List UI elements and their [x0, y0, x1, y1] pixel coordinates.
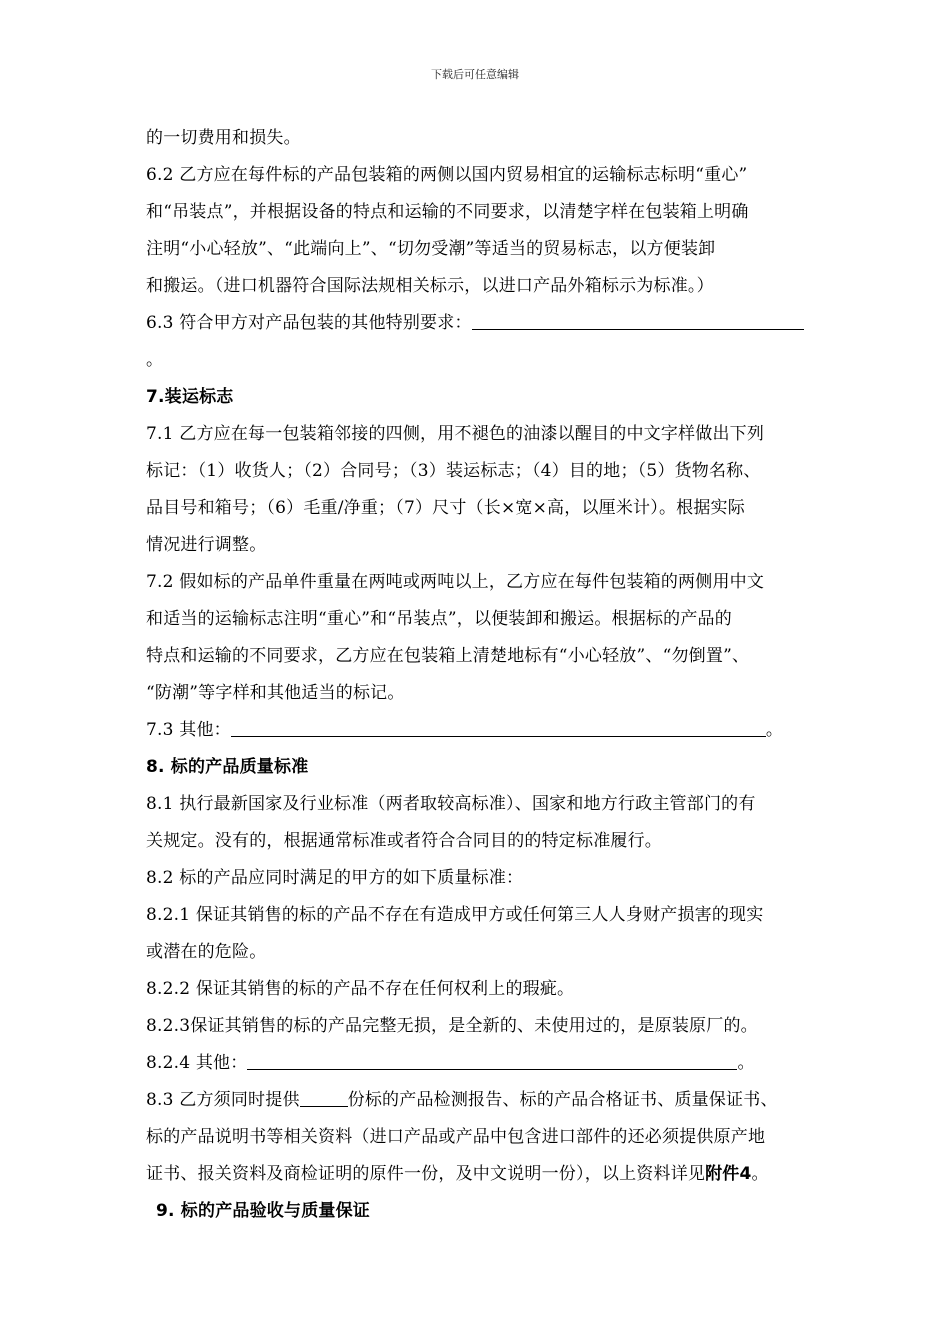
fill-blank-copies[interactable] [300, 1088, 348, 1107]
clause-8-3-text: 份标的产品检测报告、标的产品合格证书、质量保证书、 [347, 1090, 778, 1110]
para-line: 8.2.3保证其销售的标的产品完整无损，是全新的、未使用过的，是原装原厂的。 [146, 1016, 758, 1036]
clause-6-3-label: 6.3 符合甲方对产品包装的其他特别要求： [146, 313, 472, 333]
para-line: 8.2.2 保证其销售的标的产品不存在任何权利上的瑕疵。 [146, 979, 575, 999]
para-line: 和“吊装点”，并根据设备的特点和运输的不同要求，以清楚字样在包装箱上明确 [146, 202, 749, 222]
para-line-8-3 [146, 1088, 778, 1112]
para-line: 和适当的运输标志注明“重心”和“吊装点”，以便装卸和搬运。根据标的产品的 [146, 609, 732, 629]
para-line [146, 1162, 769, 1186]
para-line: 8.1 执行最新国家及行业标准（两者取较高标准）、国家和地方行政主管部门的有 [146, 794, 756, 814]
para-line: 和搬运。（进口机器符合国际法规相关标示，以进口产品外箱标示为标准。） [146, 276, 714, 296]
fill-blank-6-3[interactable] [472, 311, 804, 330]
para-line: 7.1 乙方应在每一包装箱邻接的四侧，用不褪色的油漆以醒目的中文字样做出下列 [146, 424, 765, 444]
para-line: 的一切费用和损失。 [146, 128, 301, 148]
clause-8-2-4-label: 8.2.4 其他： [146, 1053, 248, 1073]
para-line: 8.2 标的产品应同时满足的甲方的如下质量标准： [146, 868, 524, 888]
period: 。 [765, 720, 784, 740]
page-header: 下载后可任意编辑 [431, 68, 519, 81]
para-line: 品目号和箱号；（6）毛重/净重；（7）尺寸（长×宽×高，以厘米计）。根据实际 [146, 498, 745, 518]
para-line: 。 [146, 350, 164, 370]
fill-blank-8-2-4[interactable] [247, 1051, 737, 1070]
period: 。 [737, 1053, 755, 1073]
para-line: 标的产品说明书等相关资料（进口产品或产品中包含进口部件的还必须提供原产地 [146, 1127, 766, 1147]
para-line-6-3 [146, 311, 804, 335]
para-line: 标记：（1）收货人；（2）合同号；（3）装运标志；（4）目的地；（5）货物名称、 [146, 461, 761, 481]
period: 。 [751, 1164, 769, 1184]
fill-blank-7-3[interactable] [231, 718, 766, 737]
clause-8-3-label: 8.3 乙方须同时提供 [146, 1090, 300, 1110]
para-line-7-3 [146, 718, 783, 742]
para-line-8-2-4 [146, 1051, 755, 1075]
section-heading-9: 9. 标的产品验收与质量保证 [156, 1201, 371, 1221]
para-line: 7.2 假如标的产品单件重量在两吨或两吨以上，乙方应在每件包装箱的两侧用中文 [146, 572, 765, 592]
clause-7-3-label: 7.3 其他： [146, 720, 231, 740]
para-line: “防潮”等字样和其他适当的标记。 [146, 683, 405, 703]
clause-8-3-text: 证书、报关资料及商检证明的原件一份，及中文说明一份），以上资料详见 [146, 1164, 706, 1184]
para-line: 关规定。没有的，根据通常标准或者符合合同目的的特定标准履行。 [146, 831, 662, 851]
para-line: 6.2 乙方应在每件标的产品包装箱的两侧以国内贸易相宜的运输标志标明“重心” [146, 165, 748, 185]
para-line: 特点和运输的不同要求，乙方应在包装箱上清楚地标有“小心轻放”、“勿倒置”、 [146, 646, 750, 666]
attachment-reference: 附件4 [705, 1164, 752, 1184]
para-line: 或潜在的危险。 [146, 942, 267, 962]
section-heading-8: 8. 标的产品质量标准 [146, 757, 309, 777]
para-line: 情况进行调整。 [146, 535, 267, 555]
section-heading-7: 7.装运标志 [146, 387, 234, 407]
para-line: 注明“小心轻放”、“此端向上”、“切勿受潮”等适当的贸易标志，以方便装卸 [146, 239, 716, 259]
para-line: 8.2.1 保证其销售的标的产品不存在有造成甲方或任何第三人人身财产损害的现实 [146, 905, 764, 925]
